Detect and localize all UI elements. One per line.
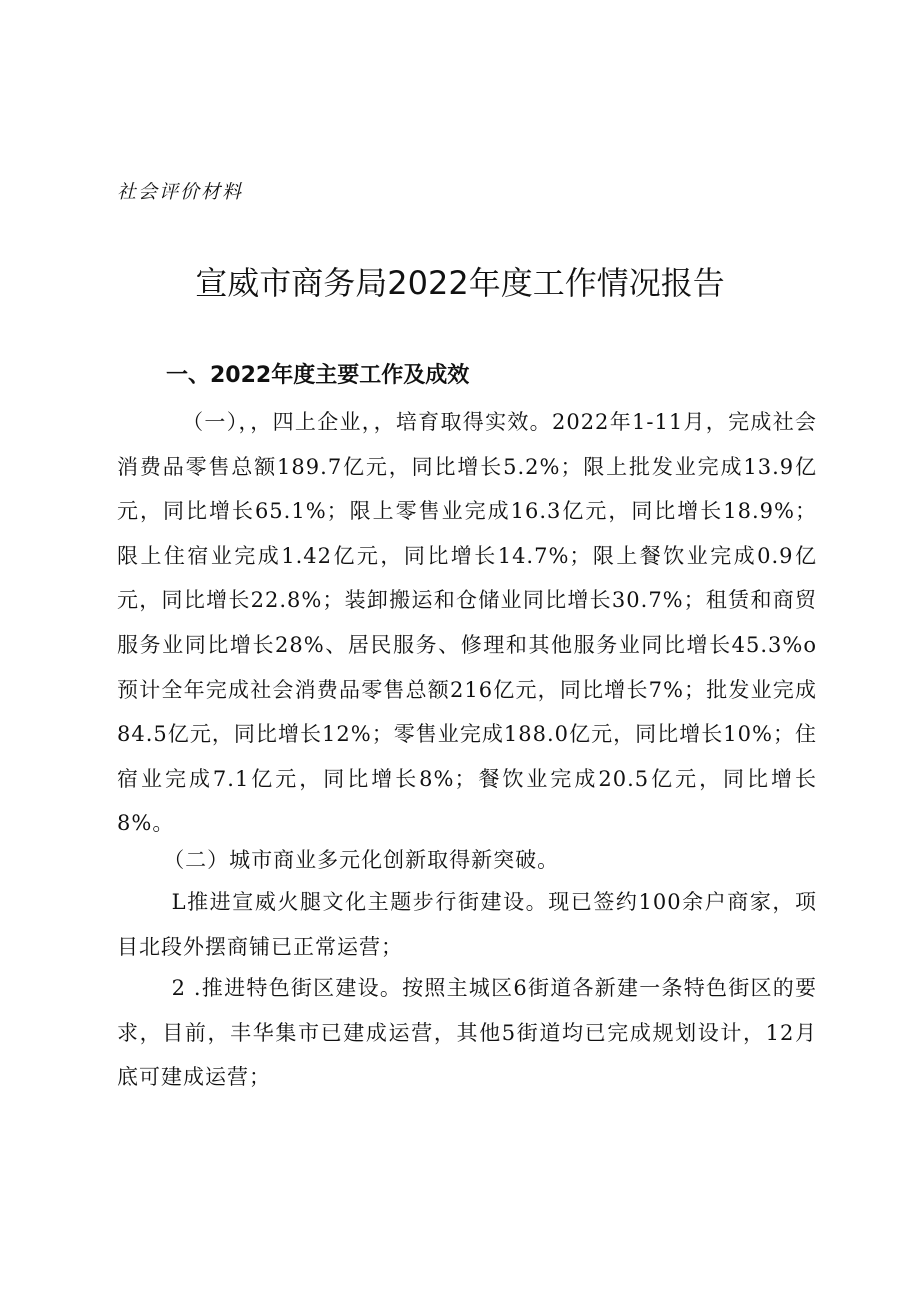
paragraph: 2 .推进特色街区建设。按照主城区6街道各新建一条特色街区的要求，目前，丰华集市已建成运营，其他5街道均已完成规划设计，12月底可建成运营； bbox=[117, 976, 817, 1090]
paragraph: L推进宣威火腿文化主题步行街建设。现已签约100余户商家，项目北段外摆商铺已正常运营； bbox=[117, 890, 817, 959]
paragraph: （二）城市商业多元化创新取得新突破。 bbox=[163, 848, 560, 872]
top-note: 社会评价材料 bbox=[117, 181, 244, 203]
section-heading: 一、2022年度主要工作及成效 bbox=[166, 363, 470, 388]
paragraph: （一），，四上企业，，培育取得实效。2022年1-11月，完成社会消费品零售总额189.7亿元，同比增长5.2%；限上批发业完成13.9亿元，同比增长65.1%；限上零售业完成16.3亿元，同比增长18.9%；限上住宿业完成1.42亿元，同比增长14.7%；限上餐饮业完成0.9亿元，同比增长22.8%；装卸搬运和仓储业同比增长30.7%；租赁和商贸服务业同比增长28%、居民服务、修理和其他服务业同比增长45.3%o预计全年完成社会消费品零售总额216亿元，同比增长7%；批发业完成84.5亿元，同比增长12%；零售业完成188.0亿元，同比增长10%；住宿业完成7.1亿元，同比增长8%；餐饮业完成20.5亿元，同比增长8%。 bbox=[117, 410, 817, 836]
page-title: 宣威市商务局2022年度工作情况报告 bbox=[195, 264, 725, 302]
